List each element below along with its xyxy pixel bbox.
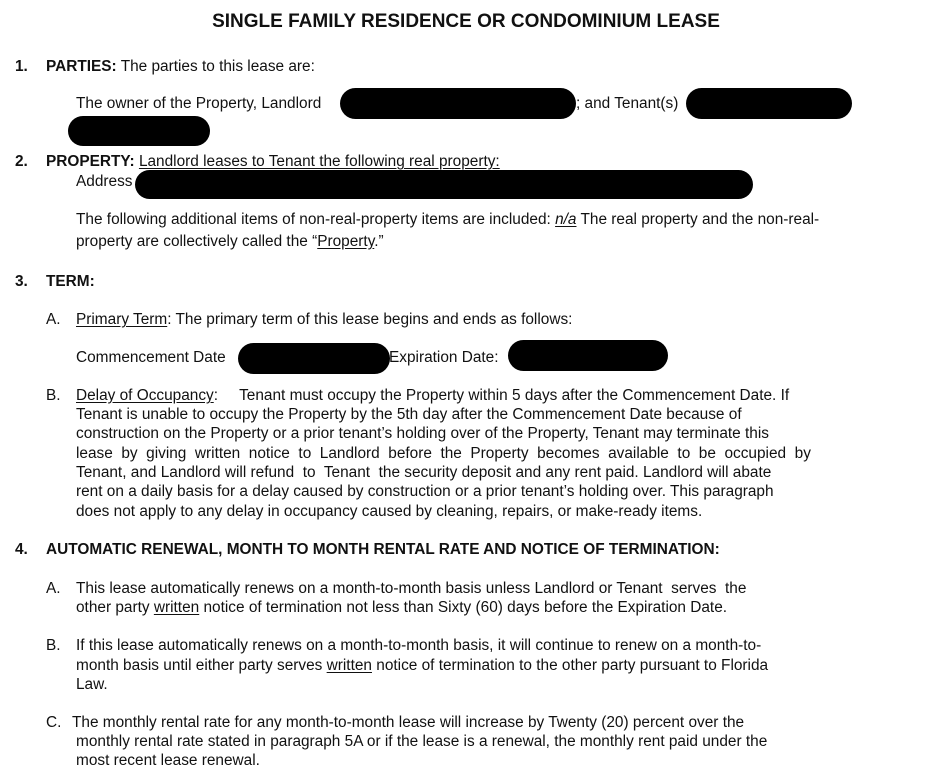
tenant-label: ; and Tenant(s) [576,95,679,112]
expiration-date-redaction [508,340,668,371]
commencement-date-redaction [238,343,390,374]
section-4b-text: month basis until either party serves [76,657,327,674]
section-4a-line-2 [76,598,727,617]
section-1-heading: PARTIES: [46,58,117,75]
section-1-intro: The parties to this lease are: [120,58,315,75]
section-1-line [46,57,315,76]
additional-items-line-2 [76,232,384,251]
section-3b-line-1 [76,386,789,405]
expiration-date-label: Expiration Date: [389,349,499,366]
section-3-number: 3. [15,273,28,290]
landlord-label: The owner of the Property, Landlord [76,95,322,112]
section-4c-line-1: The monthly rental rate for any month-to-month lease will increase by Twenty (20) percent over the [72,714,745,731]
section-3a-letter: A. [46,311,61,328]
section-4b-line-2 [76,656,768,675]
section-2-intro: Landlord leases to Tenant the following real property: [138,153,500,170]
section-4c-line-2: monthly rental rate stated in paragraph 5A or if the lease is a renewal, the monthly rent paid under the [76,733,768,750]
section-3b-line-4: lease by giving written notice to Landlord before the Property becomes available to be occupied by [76,445,811,462]
section-4b-text-cont: notice of termination to the other party pursuant to Florida [371,657,769,674]
delay-occupancy-title: Delay of Occupancy [76,387,214,404]
address-label: Address [76,173,133,190]
section-2-number: 2. [15,153,28,170]
section-2-heading: PROPERTY: [46,153,135,170]
section-4a-text-cont: notice of termination not less than Sixty (60) days before the Expiration Date. [199,599,728,616]
address-redaction [135,170,753,199]
additional-items-line-1 [76,210,819,229]
section-4a-text: other party [76,599,154,616]
additional-items-text-cont: The real property and the non-real- [576,211,820,228]
section-2-line [46,152,500,171]
tenant-name-redaction-continued [68,116,210,146]
section-3b-line-7: does not apply to any delay in occupancy caused by cleaning, repairs, or make-ready items. [76,503,703,520]
document-title: SINGLE FAMILY RESIDENCE OR CONDOMINIUM LEASE [212,11,720,32]
section-4b-line-3: Law. [76,676,108,693]
property-definition-text: property are collectively called the “ [76,233,318,250]
commencement-date-label: Commencement Date [76,349,226,366]
section-1-number: 1. [15,58,28,75]
section-3b-letter: B. [46,387,61,404]
primary-term-title: Primary Term [76,311,168,328]
section-4-number: 4. [15,541,28,558]
section-3b-line-3: construction on the Property or a prior tenant’s holding over of the Property, Tenant may terminate this [76,425,769,442]
section-4a-line-1: This lease automatically renews on a month-to-month basis unless Landlord or Tenant serves the [76,580,747,597]
section-3-heading: TERM: [46,273,95,290]
section-4-heading: AUTOMATIC RENEWAL, MONTH TO MONTH RENTAL RATE AND NOTICE OF TERMINATION: [46,541,720,558]
section-3b-line-6: rent on a daily basis for a delay caused by construction or a prior tenant’s holding over. This paragraph [76,483,774,500]
section-4b-written: written [326,657,372,674]
property-term: Property [317,233,375,250]
tenant-name-redaction [686,88,852,119]
additional-items-value: n/a [555,211,577,228]
section-3b-line-2: Tenant is unable to occupy the Property by the 5th day after the Commencement Date because of [76,406,742,423]
section-3a-line [76,310,572,329]
additional-items-text: The following additional items of non-real-property items are included: [76,211,556,228]
section-3b-line-5: Tenant, and Landlord will refund to Tenant the security deposit and any rent paid. Landlord will abate [76,464,772,481]
section-4b-line-1: If this lease automatically renews on a month-to-month basis, it will continue to renew on a month-to- [76,637,762,654]
section-4a-written: written [153,599,200,616]
section-4c-line-3: most recent lease renewal. [76,752,260,769]
section-4b-letter: B. [46,637,61,654]
delay-occupancy-text: : Tenant must occupy the Property within 5 days after the Commencement Date. If [213,387,790,404]
primary-term-text: : The primary term of this lease begins and ends as follows: [167,311,573,328]
section-4a-letter: A. [46,580,61,597]
landlord-name-redaction [340,88,576,119]
property-definition-end: .” [374,233,384,250]
section-4c-letter: C. [46,714,62,731]
